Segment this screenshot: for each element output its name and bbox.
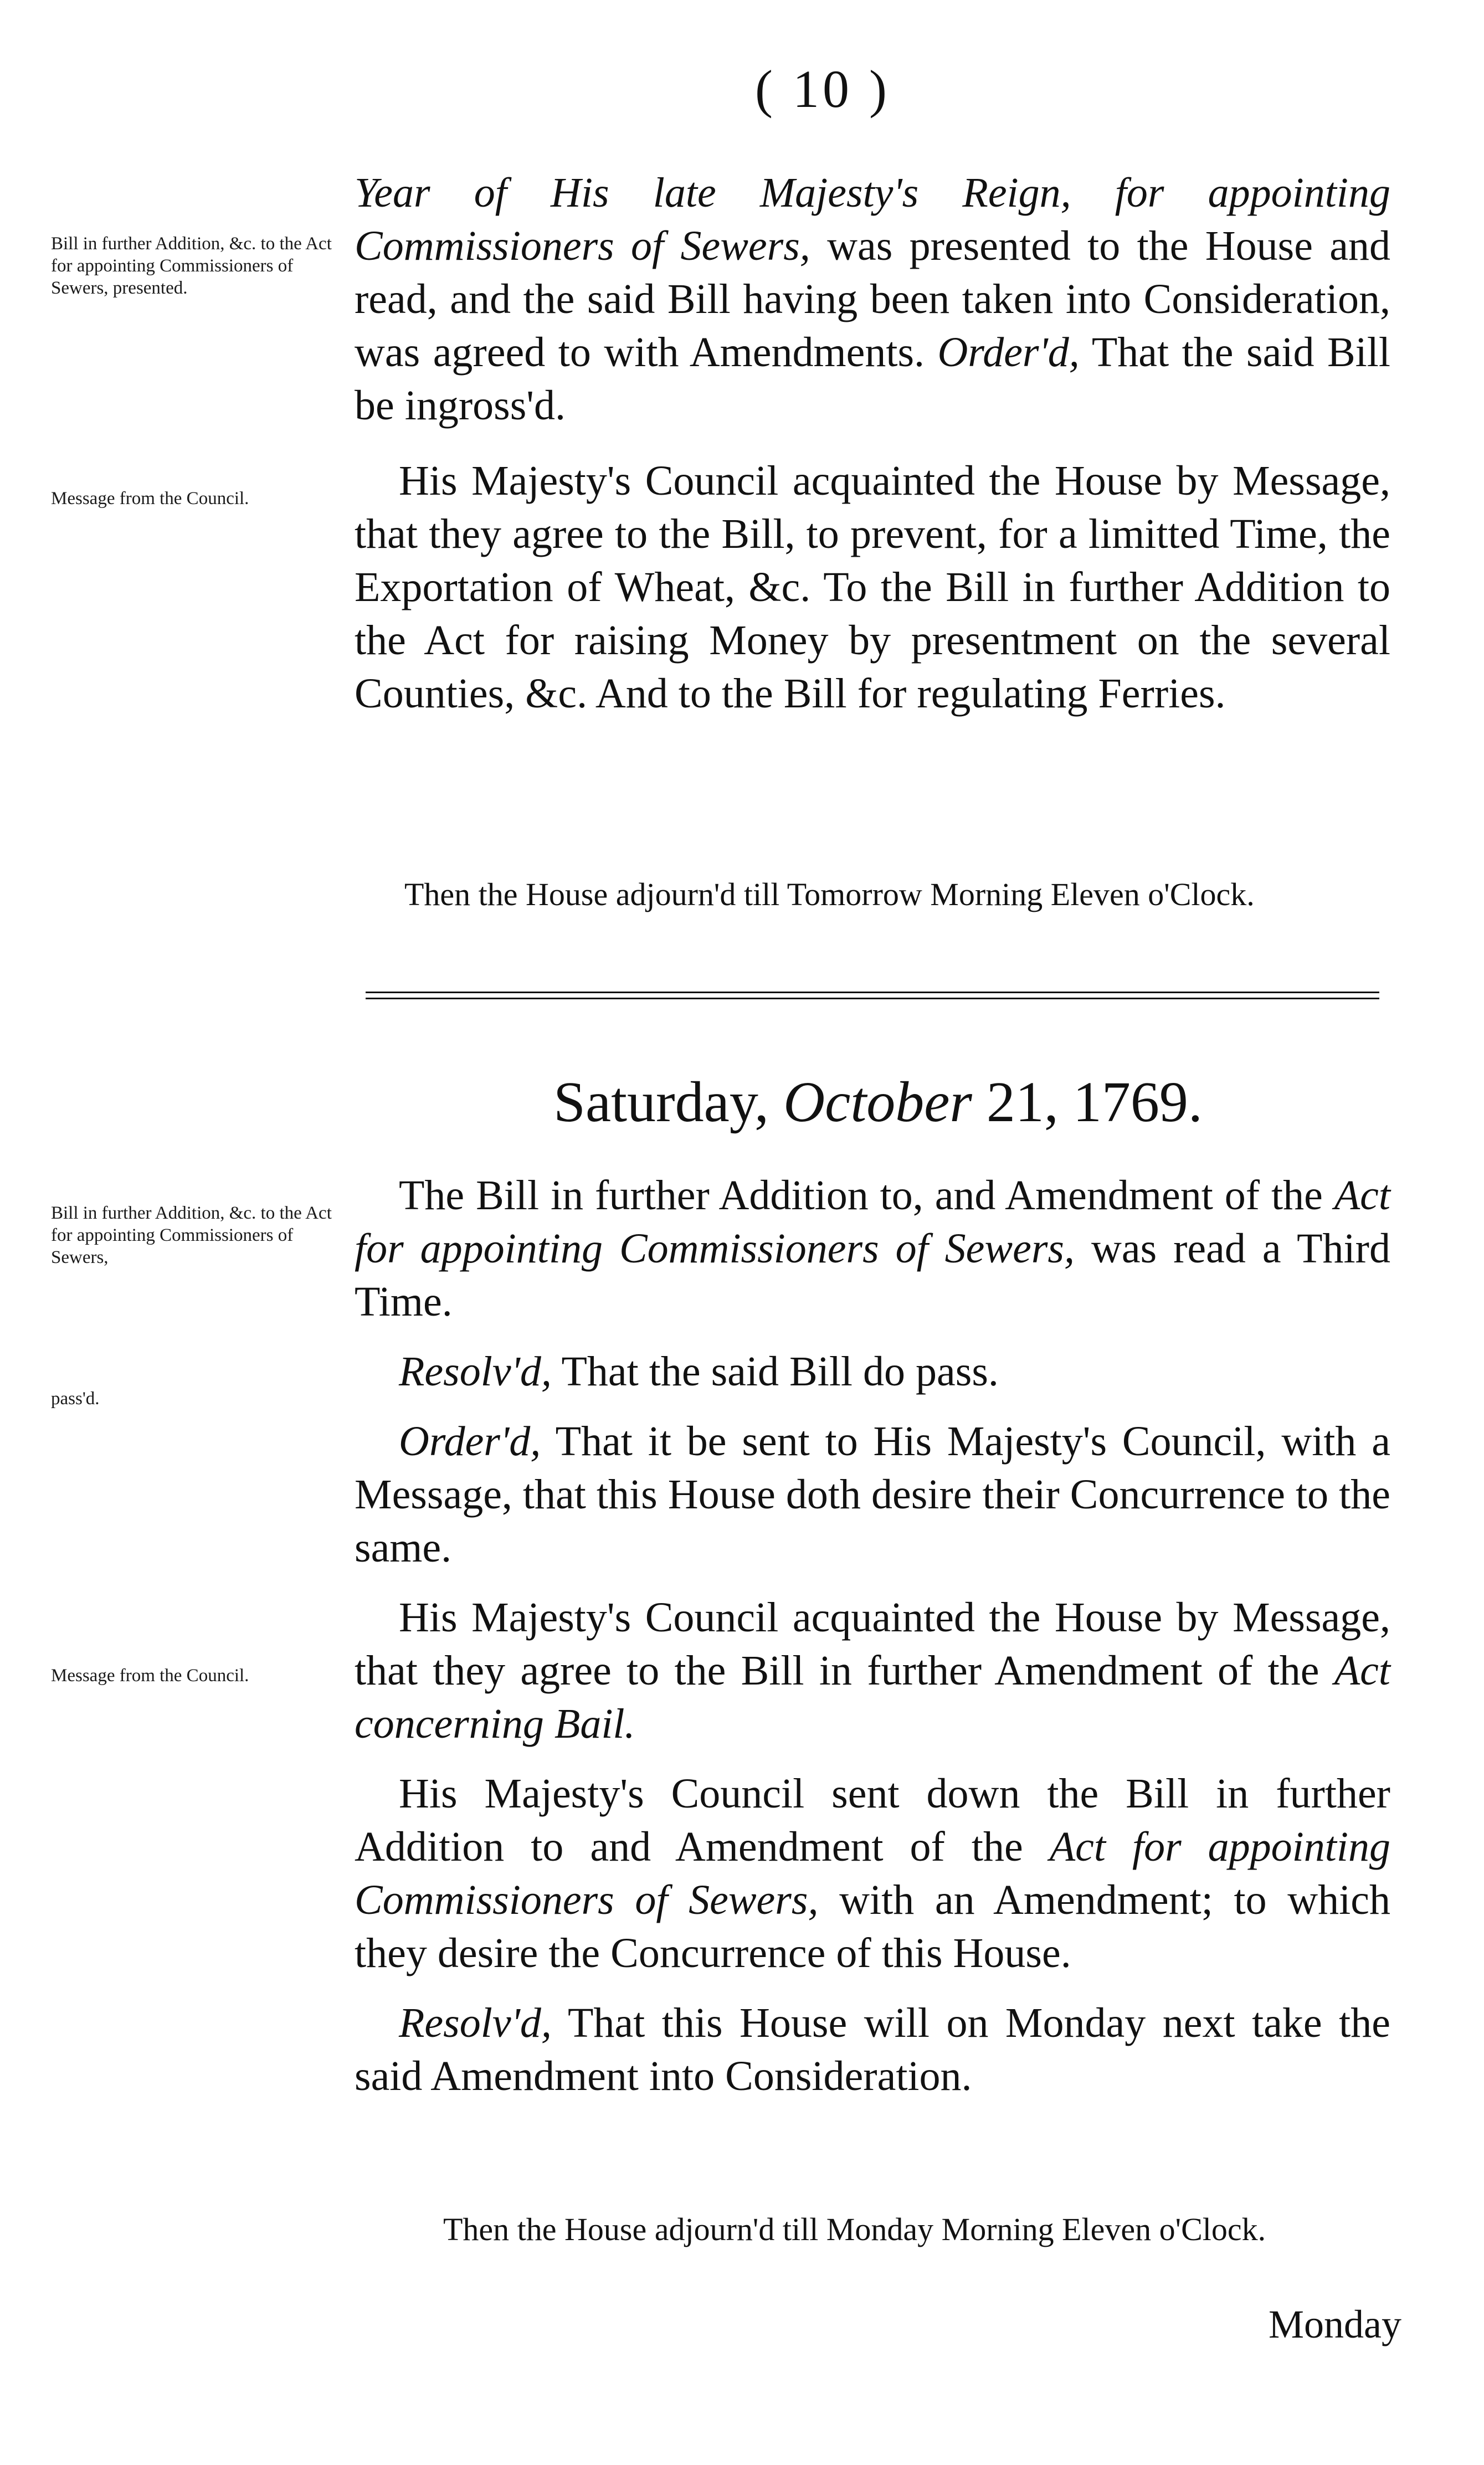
paragraph: His Majesty's Council acquainted the House by Message, that they agree to the Bill, to prevent, for a limitted Time, the Exportation of Wheat, &c. To the Bill in further Addition to the Act for raising Money by presentment on the several Counties, &c. And to the Bill for regulating Ferries. (355, 458, 1390, 717)
section-divider (366, 992, 1379, 999)
catchword: Monday (1269, 2302, 1401, 2346)
paragraph: Resolv'd, That the said Bill do pass. (399, 1348, 999, 1395)
margin-note-passed: pass'd. (51, 1389, 100, 1409)
margin-note-council-message-1: Message from the Council. (51, 489, 249, 509)
margin-note-bill-presented: Bill in further Addition, &c. to the Act for appointing Commissioners of Sewers, presented. (51, 234, 332, 298)
paragraph: Year of His late Majesty's Reign, for appointing Commissioners of Sewers, was presented to the House and read, and the said Bill having been taken into Consideration, was agreed to with Amendments. Order'd, That the said Bill be ingross'd. (355, 170, 1390, 429)
margin-note-council-message-2: Message from the Council. (51, 1666, 249, 1686)
adjournment-note-1: Then the House adjourn'd till Tomorrow Morning Eleven o'Clock. (404, 876, 1255, 912)
paragraph: His Majesty's Council sent down the Bill in further Addition to and Amendment of the Act for appointing Commissioners of Sewers, with an Amendment; to which they desire the Concurrence of this House. (355, 1770, 1391, 1976)
paragraph: Resolv'd, That this House will on Monday next take the said Amendment into Consideration. (355, 2000, 1390, 2099)
paragraph: His Majesty's Council acquainted the House by Message, that they agree to the Bill in further Amendment of the Act concerning Bail. (355, 1594, 1390, 1747)
section-date: Saturday, October 21, 1769. (553, 1070, 1203, 1134)
paragraph: Order'd, That it be sent to His Majesty's Council, with a Message, that this House doth desire their Concurrence to the same. (355, 1418, 1390, 1571)
body-block-2 (355, 1169, 1390, 2103)
adjournment-note-2: Then the House adjourn'd till Monday Morning Eleven o'Clock. (443, 2211, 1266, 2247)
margin-note-bill-addition: Bill in further Addition, &c. to the Act for appointing Commissioners of Sewers, (51, 1203, 332, 1267)
body-block-1 (355, 166, 1390, 720)
page-number: ( 10 ) (755, 59, 890, 119)
paragraph: The Bill in further Addition to, and Amendment of the Act for appointing Commissioners of Sewers, was read a Third Time. (355, 1172, 1390, 1325)
